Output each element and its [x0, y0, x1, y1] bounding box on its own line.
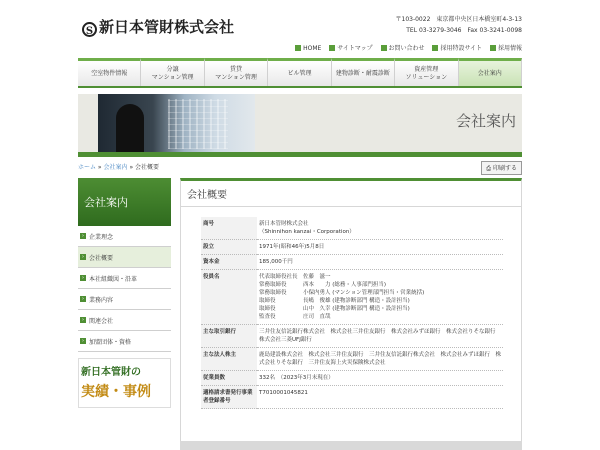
logo-mark-icon: S — [82, 22, 97, 37]
nav-tab-condo-management[interactable]: 分譲 マンション管理 — [141, 58, 204, 86]
util-link-contact[interactable]: お問い合わせ — [381, 45, 425, 52]
table-row: 商号 新日本管財株式会社 （Shinnihon kanzai・Corporation） — [201, 217, 503, 240]
sidebar-item-philosophy[interactable]: › 企業理念 — [78, 226, 171, 247]
company-logo[interactable] — [82, 16, 234, 37]
postal-address: 〒103-0022 東京都中央区日本橋室町4-3-13 — [395, 16, 522, 23]
sidebar — [78, 178, 171, 408]
util-link-home[interactable]: HOME — [295, 45, 321, 52]
arrow-icon: › — [82, 275, 84, 281]
arrow-icon — [381, 45, 387, 51]
sidebar-item-associations[interactable]: › 加盟団体・資格 — [78, 331, 171, 352]
nav-tab-rental-management[interactable]: 賃貸 マンション管理 — [205, 58, 268, 86]
nav-tab-vacancy[interactable]: 空室物件情報 — [78, 58, 141, 86]
company-address — [396, 14, 523, 36]
breadcrumb: ホーム » 会社案内 » 会社概要 — [78, 164, 160, 171]
banner-photo — [98, 94, 255, 152]
table-row: 役員名 代表取締役社長 佐藤 滋一 常務取締役 西本 力 (総務・人事部門担当) 常務取締役 小保内勇人 (マンション管理部門担当・営業統括) 取締役 長嶋 俊雄 (建物診断部門 構造・設計担当) 取締役 山中 久幸 (建物診断部門 構造・設計担当) 監査役 庄司 直哉 — [201, 270, 503, 325]
content-footer-bar — [180, 441, 522, 450]
printer-icon: ⎙ — [486, 165, 493, 172]
breadcrumb-current: 会社概要 — [135, 164, 160, 171]
page-banner — [78, 94, 522, 157]
promo-banner-results[interactable] — [78, 358, 171, 408]
sidebar-item-business[interactable]: › 業務内容 — [78, 289, 171, 310]
phone-fax: TEL 03-3279-3046 Fax 03-3241-0098 — [406, 27, 522, 34]
arrow-icon: › — [82, 296, 84, 302]
main-content — [180, 178, 522, 450]
page-title: 会社概要 — [181, 181, 521, 207]
promo-line2: 実績・事例 — [81, 384, 151, 400]
table-row: 従業員数 332名 （2023年3月末現在） — [201, 371, 503, 386]
nav-tab-asset-solution[interactable]: 資産管理 ソリューション — [395, 58, 458, 86]
banner-title: 会社案内 — [455, 112, 516, 130]
arrow-icon — [329, 45, 335, 51]
sidebar-item-affiliates[interactable]: › 関連会社 — [78, 310, 171, 331]
table-row: 設立 1971年(昭和46年)5月8日 — [201, 240, 503, 255]
util-link-sitemap[interactable]: サイトマップ — [329, 45, 372, 52]
breadcrumb-home[interactable]: ホーム — [78, 164, 97, 171]
print-button[interactable]: ⎙ 印刷する — [481, 161, 522, 175]
utility-links — [289, 43, 522, 52]
table-row: 資本金 185,000千円 — [201, 255, 503, 270]
table-row: 適格請求書発行事業者登録番号 T7010001045821 — [201, 386, 503, 409]
company-info-table — [201, 217, 503, 409]
sidebar-item-organization[interactable]: › 本社組織図・沿革 — [78, 268, 171, 289]
nav-tab-building-management[interactable]: ビル管理 — [268, 58, 331, 86]
arrow-icon — [490, 45, 496, 51]
arrow-icon: › — [82, 317, 84, 323]
util-link-recruit-site[interactable]: 採用特設サイト — [432, 45, 482, 52]
breadcrumb-parent[interactable]: 会社案内 — [103, 164, 128, 171]
sidebar-heading: 会社案内 — [78, 178, 171, 226]
promo-line1: 新日本管財の — [81, 367, 141, 378]
arrow-icon — [432, 45, 438, 51]
nav-tab-company[interactable]: 会社案内 — [459, 58, 522, 86]
util-link-recruit-info[interactable]: 採用情報 — [490, 45, 522, 52]
arrow-icon: › — [82, 338, 84, 344]
arrow-icon: › — [82, 233, 84, 239]
main-nav — [78, 58, 522, 88]
arrow-icon — [295, 45, 301, 51]
sidebar-item-overview[interactable]: › 会社概要 — [78, 247, 171, 268]
table-row: 主な取引銀行 三井住友信託銀行株式会社 株式会社三井住友銀行 株式会社みずほ銀行 株式会社りそな銀行 株式会社三菱UFJ銀行 — [201, 325, 503, 348]
nav-tab-diagnosis[interactable]: 建物診断・耐震診断 — [332, 58, 395, 86]
logo-text: 新日本管財株式会社 — [99, 18, 235, 36]
arrow-icon: › — [82, 254, 84, 260]
table-row: 主な法人株主 鹿島建設株式会社 株式会社三井住友銀行 三井住友信託銀行株式会社 株式会社みずほ銀行 株式会社りそな銀行 三井住友海上火災保険株式会社 — [201, 348, 503, 371]
